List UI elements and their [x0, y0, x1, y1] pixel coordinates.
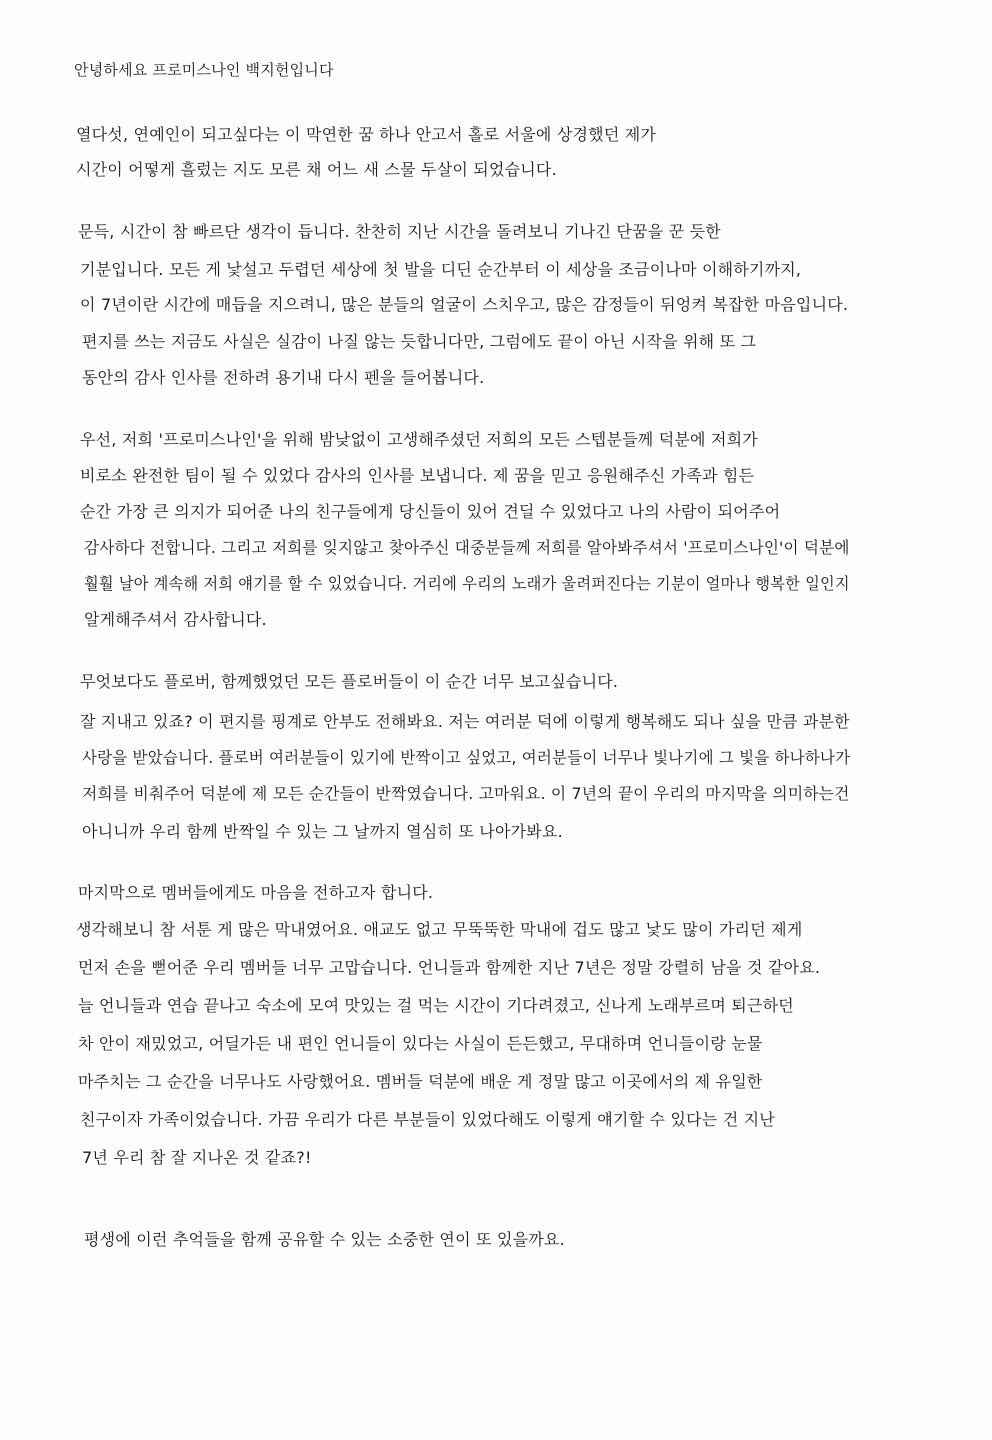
letter-line: 편지를 쓰는 지금도 사실은 실감이 나질 않는 듯합니다만, 그럼에도 끝이 아닌 시작을 위해 또 그: [82, 332, 757, 351]
letter-line: 알게해주셔서 감사합니다.: [84, 610, 267, 629]
letter-line: 사랑을 받았습니다. 플로버 여러분들이 있기에 반짝이고 싶었고, 여러분들이 너무나 빛나기에 그 빛을 하나하나가: [82, 748, 851, 767]
letter-line: 비로소 완전한 팀이 될 수 있었다 감사의 인사를 보냅니다. 제 꿈을 믿고 응원해주신 가족과 힘든: [80, 466, 755, 485]
letter-line: 기분입니다. 모든 게 낯설고 두렵던 세상에 첫 발을 디딘 순간부터 이 세상을 조금이나마 이해하기까지,: [80, 260, 802, 279]
letter-line: 평생에 이런 추억들을 함께 공유할 수 있는 소중한 연이 또 있을까요.: [84, 1230, 565, 1249]
letter-line: 저희를 비춰주어 덕분에 제 모든 순간들이 반짝였습니다. 고마워요. 이 7년의 끝이 우리의 마지막을 의미하는건: [82, 784, 850, 803]
letter-line: 문득, 시간이 참 빠르단 생각이 듭니다. 찬찬히 지난 시간을 돌려보니 기나긴 단꿈을 꾼 듯한: [78, 222, 721, 241]
letter-line: 친구이자 가족이었습니다. 가끔 우리가 다른 부분들이 있었다해도 이렇게 얘기할 수 있다는 건 지난: [80, 1110, 775, 1129]
letter-line: 이 7년이란 시간에 매듭을 지으려니, 많은 분들의 얼굴이 스치우고, 많은 감정들이 뒤엉켜 복잡한 마음입니다.: [80, 295, 849, 314]
letter-line: 마지막으로 멤버들에게도 마음을 전하고자 합니다.: [78, 883, 434, 902]
letter-line: 아니니까 우리 함께 반짝일 수 있는 그 날까지 열심히 또 나아가봐요.: [82, 822, 563, 841]
letter-line: 생각해보니 참 서툰 게 많은 막내였어요. 애교도 없고 무뚝뚝한 막내에 겁도 많고 낯도 많이 가리던 제게: [76, 920, 803, 939]
letter-line: 순간 가장 큰 의지가 되어준 나의 친구들에게 당신들이 있어 견딜 수 있었다고 나의 사람이 되어주어: [80, 502, 781, 521]
letter-line: 7년 우리 참 잘 지나온 것 같죠?!: [82, 1148, 312, 1167]
letter-line: 감사하다 전합니다. 그리고 저희를 잊지않고 찾아주신 대중분들께 저희를 알아봐주셔서 '프로미스나인'이 덕분에: [84, 538, 850, 557]
letter-line: 훨훨 날아 계속해 저희 얘기를 할 수 있었습니다. 거리에 우리의 노래가 울려퍼진다는 기분이 얼마나 행복한 일인지: [84, 574, 850, 593]
letter-line: 마주치는 그 순간을 너무나도 사랑했어요. 멤버들 덕분에 배운 게 정말 많고 이곳에서의 제 유일한: [78, 1072, 763, 1091]
letter-greeting: 안녕하세요 프로미스나인 백지헌입니다: [74, 61, 334, 79]
letter-line: 먼저 손을 뻗어준 우리 멤버들 너무 고맙습니다. 언니들과 함께한 지난 7년은 정말 강렬히 남을 것 같아요.: [78, 958, 821, 977]
letter-line: 우선, 저희 '프로미스나인'을 위해 밤낮없이 고생해주셨던 저희의 모든 스텝분들께 덕분에 저희가: [80, 430, 758, 449]
letter-line: 늘 언니들과 연습 끝나고 숙소에 모여 맛있는 걸 먹는 시간이 기다려졌고, 신나게 노래부르며 퇴근하던: [78, 996, 794, 1015]
letter-line: 잘 지내고 있죠? 이 편지를 핑계로 안부도 전해봐요. 저는 여러분 덕에 이렇게 행복해도 되나 싶을 만큼 과분한: [80, 712, 850, 731]
letter-line: 시간이 어떻게 흘렀는 지도 모른 채 어느 새 스물 두살이 되었습니다.: [76, 160, 557, 179]
letter-line: 동안의 감사 인사를 전하려 용기내 다시 펜을 들어봅니다.: [82, 368, 485, 387]
letter-line: 무엇보다도 플로버, 함께했었던 모든 플로버들이 이 순간 너무 보고싶습니다.: [80, 672, 619, 691]
letter-line: 열다섯, 연예인이 되고싶다는 이 막연한 꿈 하나 안고서 홀로 서울에 상경했던 제가: [76, 125, 657, 144]
letter-line: 차 안이 재밌었고, 어딜가든 내 편인 언니들이 있다는 사실이 든든했고, 무대하며 언니들이랑 눈물: [78, 1034, 763, 1053]
